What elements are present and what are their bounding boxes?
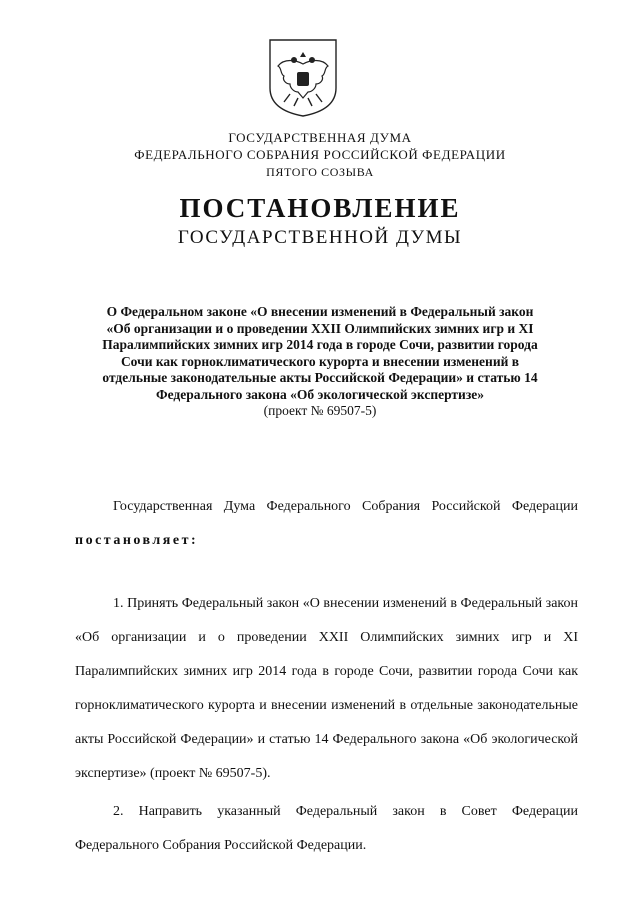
header-line-2: ФЕДЕРАЛЬНОГО СОБРАНИЯ РОССИЙСКОЙ ФЕДЕРАЦИИ — [134, 147, 506, 162]
header-line-1: ГОСУДАРСТВЕННАЯ ДУМА — [228, 130, 412, 145]
document-title: ПОСТАНОВЛЕНИЕ — [179, 193, 461, 223]
subject-text: О Федеральном законе «О внесении изменений в Федеральный закон «Об организации и о проведении XXII Олимпийских зимних игр и XI Паралимпийских зимних игр 2014 года в городе Сочи, развитии города Сочи как горноклиматического курорта и внесении изменений в отдельные законодательные акты Российской Федерации» и статью 14 Федерального закона «Об экологической экспертизе» — [102, 304, 538, 402]
intro-verb: постановляет: — [75, 533, 199, 548]
document-subtitle: ГОСУДАРСТВЕННОЙ ДУМЫ — [177, 227, 463, 248]
coat-of-arms-emblem-icon — [268, 38, 338, 118]
intro-text: Государственная Дума Федерального Собрания Российской Федерации — [113, 499, 578, 514]
point-2-paragraph: 2. Направить указанный Федеральный закон в Совет Федерации Федерального Собрания Российской Федерации. — [75, 804, 578, 853]
point-1-paragraph: 1. Принять Федеральный закон «О внесении изменений в Федеральный закон «Об организации и о проведении XXII Олимпийских зимних игр и XI Паралимпийских зимних игр 2014 года в городе Сочи, развитии города Сочи как горноклиматического курорта и внесении изменений в отдельные законодательные акты Российской Федерации» и статью 14 Федерального закона «Об экологической экспертизе» (проект № 69507-5). — [75, 596, 578, 781]
intro-paragraph — [75, 490, 578, 558]
resolution-subject — [95, 304, 545, 420]
project-number: (проект № 69507-5) — [263, 403, 377, 418]
header-line-3: ПЯТОГО СОЗЫВА — [266, 165, 374, 179]
